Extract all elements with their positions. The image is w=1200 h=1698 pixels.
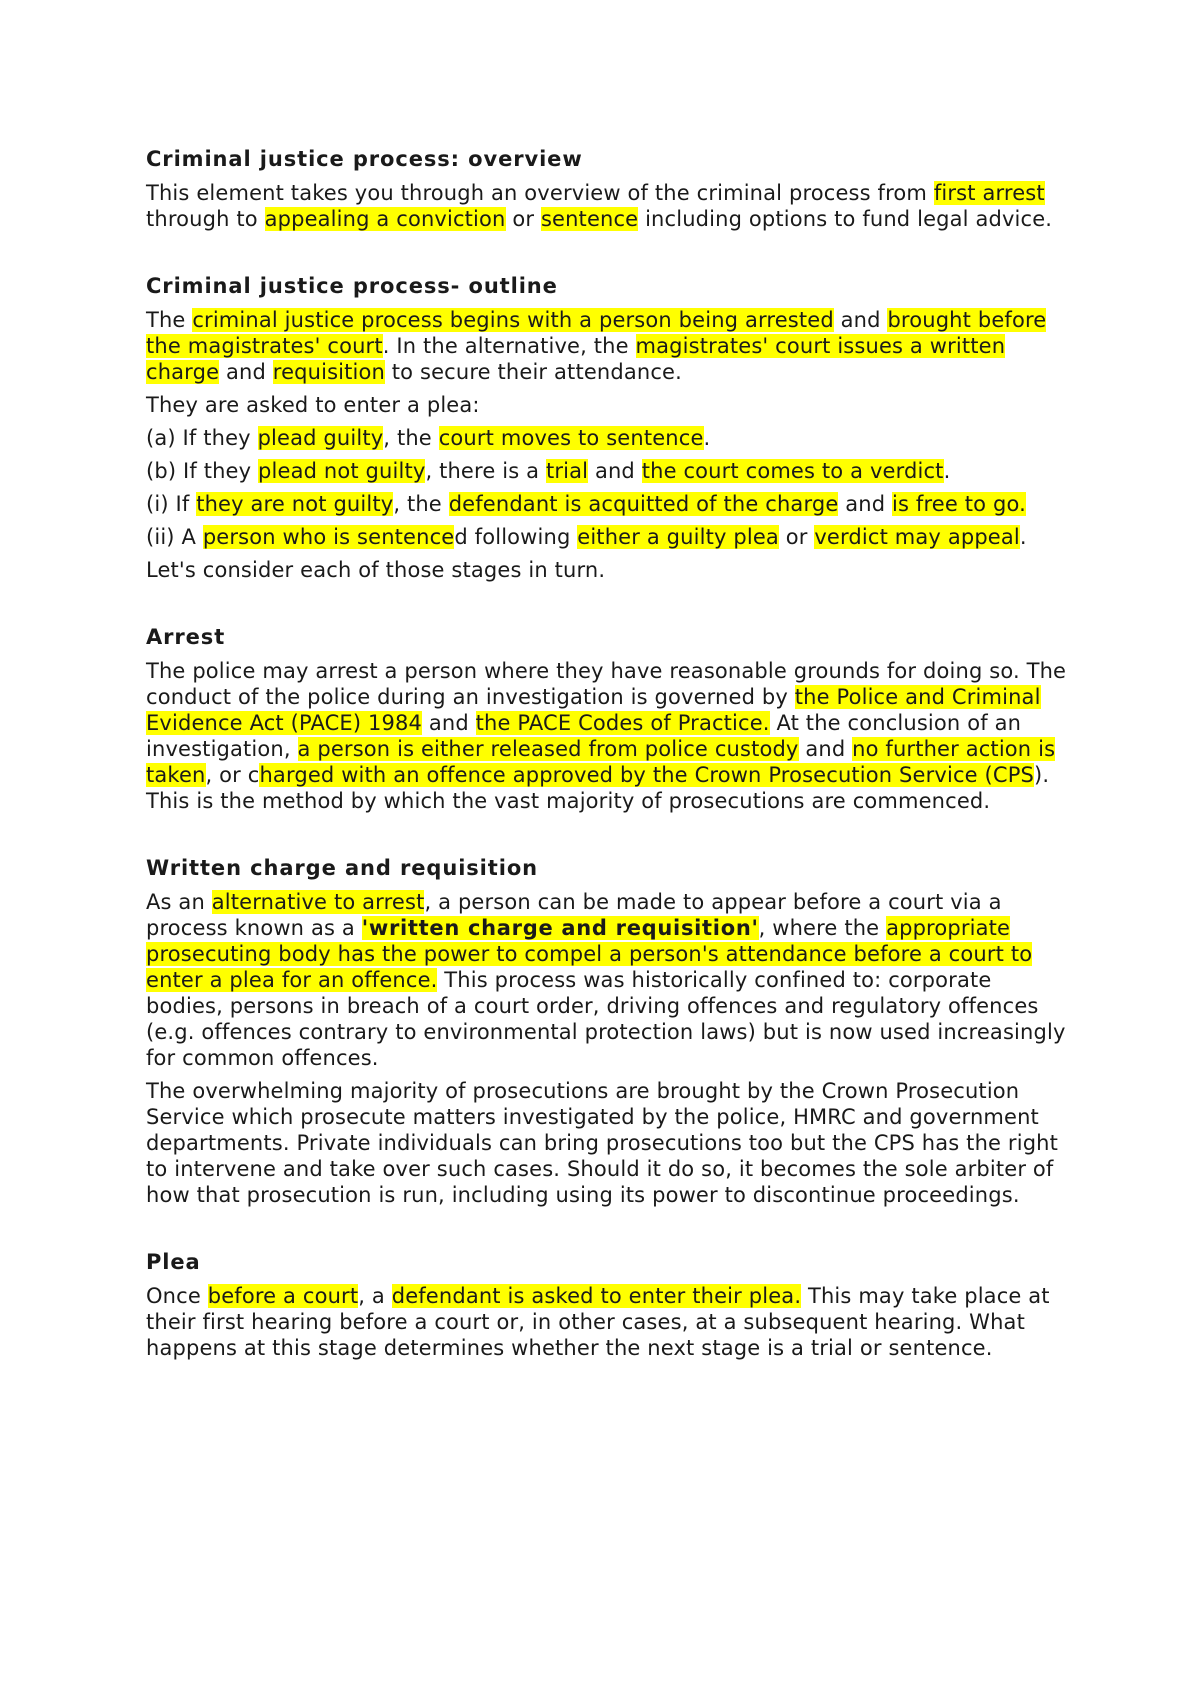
highlight: the Police and Criminal Evidence Act (PACE) 1984	[146, 685, 1041, 735]
paragraph-plea-not-guilty: (b) If they plead not guilty, there is a trial and the court comes to a verdict.	[146, 459, 951, 483]
highlight: they are not guilty	[196, 492, 394, 516]
highlight: brought before the magistrates' court	[146, 308, 1047, 358]
highlight: no further action is taken	[146, 737, 1056, 787]
paragraph-overview: This element takes you through an overview of the criminal process from first arrest through to appealing a conviction or sentence including options to fund legal advice.	[146, 181, 1053, 231]
highlight: criminal justice process begins with a person being arrested	[192, 308, 834, 332]
paragraph-prosecutions: The overwhelming majority of prosecutions are brought by the Crown Prosecution Service which prosecute matters investigated by the police, HMRC and government departments. Private individuals can bring prosecutions too but the CPS has the right to intervene and take over such cases. Should it do so, it becomes the sole arbiter of how that prosecution is run, including using its power to discontinue proceedings.	[146, 1079, 1059, 1207]
highlight: plead guilty	[257, 426, 384, 450]
paragraph-plea-guilty: (a) If they plead guilty, the court moves to sentence.	[146, 426, 711, 450]
highlight: the court comes to a verdict	[641, 459, 944, 483]
section-gap	[146, 821, 1070, 855]
paragraph-stages: Let's consider each of those stages in turn.	[146, 558, 606, 582]
highlight-bold: 'written charge and requisition'	[361, 916, 759, 940]
heading-arrest: Arrest	[146, 625, 226, 649]
highlight: alternative to arrest	[211, 890, 425, 914]
highlight: person who is sentence	[202, 525, 455, 549]
heading-overview: Criminal justice process: overview	[146, 147, 583, 171]
heading-plea: Plea	[146, 1250, 201, 1274]
highlight: magistrates' court issues a written charge	[146, 334, 1006, 384]
paragraph-plea-prompt: They are asked to enter a plea:	[146, 393, 480, 417]
highlight: appealing a conviction	[264, 207, 506, 231]
paragraph-written-charge: As an alternative to arrest, a person can be made to appear before a court via a process known as a 'written charge and requisition', where the appropriate prosecuting body has the power to compel a person's attendance before a court to enter a plea for an offence. This process was historically confined to: corporate bodies, persons in breach of a court order, driving offences and regulatory offences (e.g. offences contrary to environmental protection laws) but is now used increasingly for common offences.	[146, 890, 1066, 1070]
highlight: defendant is asked to enter their plea.	[391, 1284, 802, 1308]
highlight: sentence	[540, 207, 639, 231]
paragraph-outline-intro: The criminal justice process begins with a person being arrested and brought before the magistrates' court. In the alternative, the magistrates' court issues a written charge and requisition to secure their attendance.	[146, 308, 1047, 384]
section-gap	[146, 590, 1070, 624]
highlight: trial	[545, 459, 589, 483]
highlight: requisition	[272, 360, 385, 384]
highlight: court moves to sentence	[438, 426, 704, 450]
section-gap	[146, 1215, 1070, 1249]
highlight: a person is either released from police custody	[297, 737, 799, 761]
paragraph-plea: Once before a court, a defendant is asked to enter their plea. This may take place at their first hearing before a court or, in other cases, at a subsequent hearing. What happens at this stage determines whether the next stage is a trial or sentence.	[146, 1284, 1050, 1360]
highlight: defendant is acquitted of the charge	[448, 492, 839, 516]
highlight: plead not guilty	[258, 459, 426, 483]
highlight: either a guilty plea	[577, 525, 779, 549]
heading-written-charge: Written charge and requisition	[146, 856, 538, 880]
paragraph-appeal: (ii) A person who is sentenced following either a guilty plea or verdict may appeal.	[146, 525, 1027, 549]
heading-outline: Criminal justice process- outline	[146, 274, 558, 298]
paragraph-arrest: The police may arrest a person where they have reasonable grounds for doing so. The conduct of the police during an investigation is governed by the Police and Criminal Evidence Act (PACE) 1984 and the PACE Codes of Practice. At the conclusion of an investigation, a person is either released from police custody and no further action is taken, or charged with an offence approved by the Crown Prosecution Service (CPS). This is the method by which the vast majority of prosecutions are commenced.	[146, 659, 1067, 813]
highlight: the PACE Codes of Practice.	[475, 711, 770, 735]
highlight: before a court	[207, 1284, 359, 1308]
paragraph-not-guilty-outcome: (i) If they are not guilty, the defendant is acquitted of the charge and is free to go.	[146, 492, 1026, 516]
highlight: appropriate prosecuting body has the power to compel a person's attendance before a court to enter a plea for an offence.	[146, 916, 1033, 992]
section-gap	[146, 239, 1070, 273]
highlight: first arrest	[933, 181, 1045, 205]
highlight: harged with an offence approved by the Crown Prosecution Service (CPS	[259, 763, 1034, 787]
highlight: verdict may appeal	[814, 525, 1020, 549]
highlight: is free to go.	[892, 492, 1026, 516]
